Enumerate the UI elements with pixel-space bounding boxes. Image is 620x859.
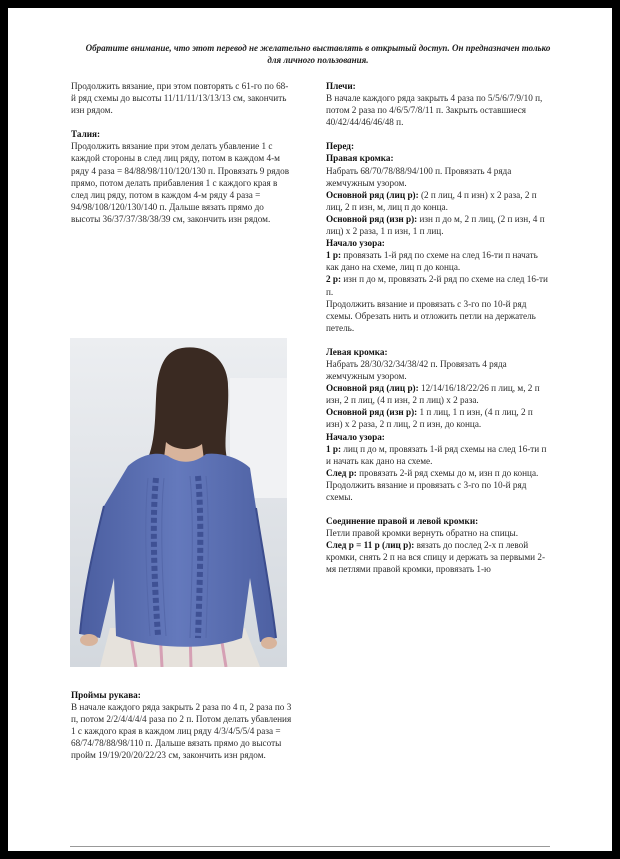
- main-row-back-text: изн п до м, 2 п лиц, (2 п изн, 4 п лиц) х 2 раза, 1 п изн, 1 п лиц.: [326, 213, 545, 237]
- left-row-1-text: лиц п до м, провязать 1-й ряд схемы на след 16-ти п и начать как дано на схеме.: [326, 443, 547, 466]
- left-row-1-label: 1 р:: [326, 443, 342, 454]
- main-row-face-text: (2 п лиц, 4 п изн) х 2 раза, 2 п лиц, 2 п изн, м, лиц п до конца.: [326, 189, 537, 212]
- left-main-row-face: [326, 382, 551, 406]
- main-row-face: [326, 189, 551, 213]
- join-next-row-text: вязать до послед 2-х п левой кромки, снять 2 п на вся спицу и держать за первыми 2-мя петлями правой кромки, провязать 1-ю: [326, 540, 546, 575]
- armhole-heading: Проймы рукава:: [71, 690, 141, 700]
- left-main-row-face-text: 12/14/16/18/22/26 п лиц, м, 2 п изн, 2 п лиц, (4 п изн, 2 п лиц) х 2 раза.: [326, 383, 540, 406]
- left-main-row-back-text: 1 п лиц, 1 п изн, (4 п лиц, 2 п изн) х 2 раза, 2 п лиц, 2 п изн, до конца.: [326, 407, 533, 430]
- main-row-back: [326, 213, 551, 237]
- page: [8, 8, 612, 851]
- waist-heading: Талия:: [71, 129, 101, 140]
- shoulders-heading: Плечи:: [326, 81, 356, 91]
- row-1: [326, 249, 551, 273]
- row-1-label: 1 р:: [326, 250, 342, 261]
- row-2-text: изн п до м, провязать 2-й ряд по схеме на след 16-ти п.: [326, 274, 548, 297]
- intro-text: Продолжить вязание, при этом повторять с 61-го по 68-й ряд схемы до высоты 11/11/11/13/13/13 см, закончить изн рядом.: [71, 81, 289, 116]
- waist-text: Продолжить вязание при этом делать убавление 1 с каждой стороны в след лиц ряду, потом в каждом 4-м ряду 4 раза = 84/88/98/110/120/130 п. Провязать 9 рядов прямо, потом делать прибавления 1 с каждого края в след лиц ряду, потом в каждом 4-м ряду 4 раза = 94/98/108/120/130/140 п. Дальше вязать прямо до высоты 36/37/37/38/38/39 см, закончить изн рядом.: [71, 141, 290, 224]
- row-2: [326, 273, 551, 297]
- main-row-face-label: Основной ряд (лиц р):: [326, 189, 419, 200]
- continue-text: Продолжить вязание и провязать с 3-го по 10-й ряд схемы. Обрезать нить и отложить петли на держатель петель.: [326, 298, 536, 333]
- notice-text: Обратите внимание, что этот перевод не желательно выставлять в открытый доступ. Он предназначен только для личного пользования.: [85, 43, 551, 65]
- left-main-row-back: [326, 406, 551, 430]
- row-2-label: 2 р:: [326, 274, 342, 285]
- left-next-row: [326, 467, 551, 479]
- right-edge-text: Набрать 68/70/78/88/94/100 п. Провязать 4 ряда жемчужным узором.: [326, 165, 512, 188]
- front-heading: Перед:: [326, 141, 354, 152]
- bottom-divider: [70, 846, 550, 847]
- row-1-text: провязать 1-й ряд по схеме на след 16-ти п начать как дано на схеме, лиц п до конца.: [326, 250, 538, 273]
- armhole-text: В начале каждого ряда закрыть 2 раза по 4 п, 2 раза по 3 п, потом 2/2/4/4/4/4 раза по 2 п. Потом делать убавления 1 с каждого края в каждом лиц ряду 4/3/4/5/5/4 раза = 68/74/78/88/98/110 п. Дальше вязать прямо до высоты пройм 19/19/20/20/22/23 см, закончить изн рядом.: [71, 702, 292, 761]
- left-next-row-text: провязать 2-й ряд схемы до м, изн п до конца.: [359, 467, 539, 478]
- join-text: Петли правой кромки вернуть обратно на спицы.: [326, 528, 519, 539]
- left-main-row-face-label: Основной ряд (лиц р):: [326, 383, 419, 394]
- left-continue-text: Продолжить вязание и провязать с 3-го по 10-й ряд схемы.: [326, 479, 527, 502]
- sweater-photo: [70, 338, 287, 667]
- main-row-back-label: Основной ряд (изн р):: [326, 213, 418, 224]
- right-column: [326, 80, 551, 576]
- left-row-1: [326, 443, 551, 467]
- left-pattern-heading: Начало узора:: [326, 431, 385, 442]
- left-edge-text: Набрать 28/30/32/34/38/42 п. Провязать 4 ряда жемчужным узором.: [326, 358, 507, 382]
- right-edge-heading: Правая кромка:: [326, 153, 394, 164]
- pattern-start-heading: Начало узора:: [326, 238, 385, 249]
- left-next-row-label: След р:: [326, 467, 357, 478]
- join-heading: Соединение правой и левой кромки:: [326, 516, 479, 527]
- sweater-photo-illustration: [70, 338, 287, 667]
- left-column: [71, 80, 293, 225]
- join-next-row: [326, 539, 551, 575]
- join-next-row-label: След р = 11 р (лиц р):: [326, 540, 415, 551]
- left-column-bottom: [71, 689, 293, 762]
- shoulders-text: В начале каждого ряда закрыть 4 раза по 5/5/6/7/9/10 п, потом 2 раза по 4/6/5/7/8/11 п. Закрыть оставшиеся 40/42/44/46/46/48 п.: [326, 93, 543, 128]
- left-main-row-back-label: Основной ряд (изн р):: [326, 407, 418, 418]
- left-edge-heading: Левая кромка:: [326, 346, 388, 357]
